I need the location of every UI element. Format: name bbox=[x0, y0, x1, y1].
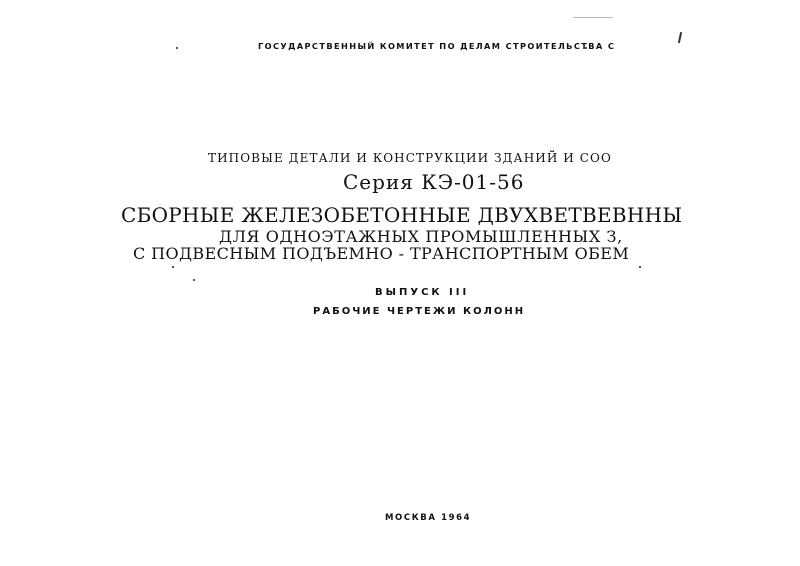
top-rule-mark bbox=[573, 17, 613, 18]
speck-mark bbox=[172, 266, 174, 268]
subtitle-line-2: С ПОДВЕСНЫМ ПОДЪЕМНО - ТРАНСПОРТНЫМ ОБЕМ bbox=[133, 244, 630, 263]
speck-mark bbox=[176, 47, 178, 49]
city-year-label: МОСКВА 1964 bbox=[385, 513, 472, 523]
subtitle-line-1: ДЛЯ ОДНОЭТАЖНЫХ ПРОМЫШЛЕННЫХ З, bbox=[219, 227, 623, 246]
issue-label: ВЫПУСК III bbox=[375, 287, 470, 298]
speck-mark bbox=[193, 279, 195, 281]
series-label: Серия КЭ-01-56 bbox=[343, 170, 525, 194]
working-drawings-label: РАБОЧИЕ ЧЕРТЕЖИ КОЛОНН bbox=[313, 306, 526, 317]
speck-mark bbox=[639, 266, 641, 268]
corner-tick-mark bbox=[678, 32, 682, 43]
typical-details-heading: ТИПОВЫЕ ДЕТАЛИ И КОНСТРУКЦИИ ЗДАНИЙ И СОО bbox=[208, 151, 612, 165]
committee-heading: ГОСУДАРСТВЕННЫЙ КОМИТЕТ ПО ДЕЛАМ СТРОИТЕЛЬСТВА С bbox=[258, 41, 616, 51]
document-title: СБОРНЫЕ ЖЕЛЕЗОБЕТОННЫЕ ДВУХВЕТВЕВННЫ bbox=[121, 203, 683, 227]
